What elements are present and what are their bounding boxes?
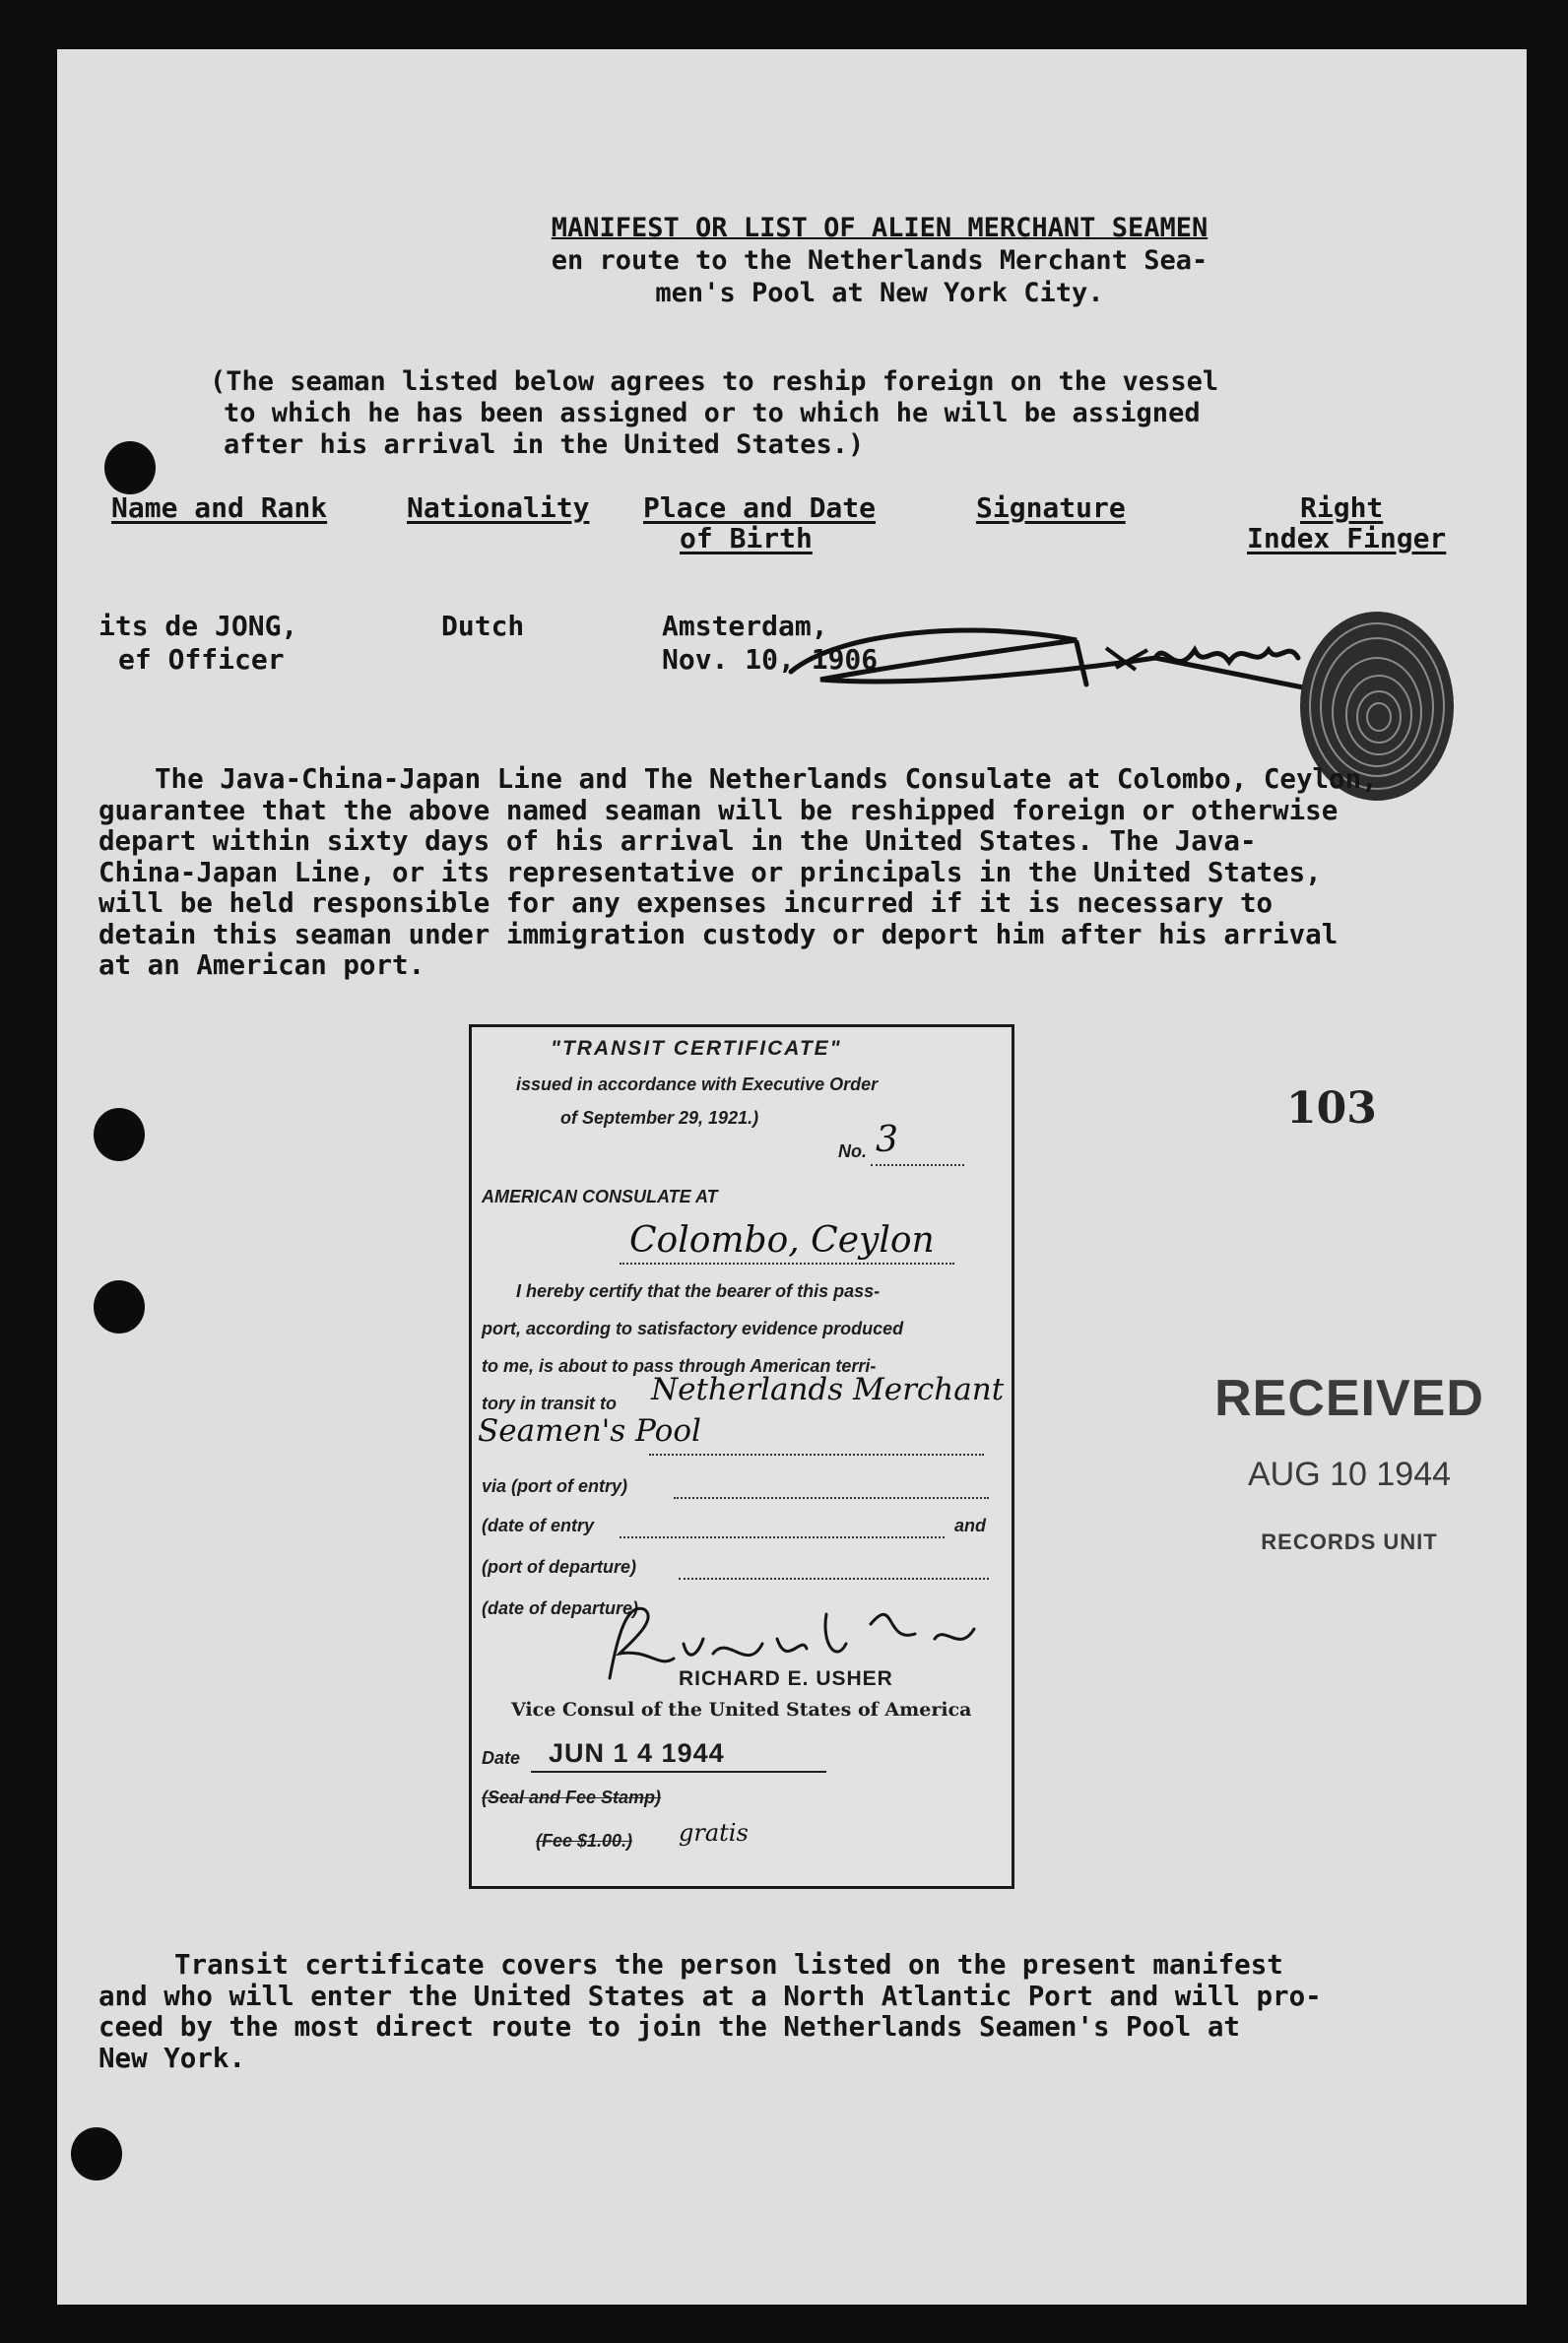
- certificate-no-label: No.: [838, 1141, 867, 1161]
- guarantee-paragraph: [98, 764, 1536, 982]
- destination-rule: [649, 1453, 984, 1456]
- consulate-rule: [620, 1262, 954, 1265]
- note-line-2: to which he has been assigned or to which he will be assigned: [224, 398, 1201, 428]
- transit-line: New York.: [98, 2042, 246, 2074]
- seaman-nationality: Dutch: [441, 610, 525, 642]
- transit-paragraph: [98, 1950, 1536, 2074]
- received-date: AUG 10 1944: [1247, 1456, 1452, 1493]
- and-label: and: [954, 1516, 987, 1535]
- via-label: via (port of entry): [482, 1476, 628, 1496]
- note-line-3: after his arrival in the United States.): [224, 429, 865, 460]
- transit-line: Transit certificate covers the person listed on the present manifest: [174, 1949, 1283, 1981]
- guarantee-line: The Java-China-Japan Line and The Netherlands Consulate at Colombo, Ceylon,: [155, 763, 1378, 795]
- seal-fee-stamp: (Seal and Fee Stamp): [482, 1788, 662, 1807]
- header-nationality: Nationality: [407, 491, 590, 524]
- seaman-rank: ef Officer: [118, 643, 285, 676]
- title-line-2: en route to the Netherlands Merchant Sea-: [551, 245, 1209, 276]
- certify-line-2: port, according to satisfactory evidence produced: [482, 1319, 904, 1338]
- port-departure-label: (port of departure): [482, 1557, 636, 1577]
- certificate-title: "TRANSIT CERTIFICATE": [551, 1037, 842, 1060]
- punch-hole: [71, 2127, 122, 2180]
- date-entry-label: (date of entry: [482, 1516, 595, 1535]
- certify-line-1: I hereby certify that the bearer of this pass-: [516, 1281, 881, 1301]
- punch-hole: [94, 1108, 145, 1161]
- fee-label: (Fee $1.00.): [536, 1831, 633, 1851]
- reship-note: [210, 366, 1470, 461]
- fee-note: gratis: [679, 1819, 749, 1847]
- date-rule: [531, 1771, 826, 1773]
- guarantee-line: China-Japan Line, or its representative or principals in the United States,: [98, 856, 1322, 888]
- header-place-date-2: of Birth: [680, 522, 813, 554]
- guarantee-line: will be held responsible for any expenses incurred if it is necessary to: [98, 887, 1274, 919]
- destination-line-2: Seamen's Pool: [478, 1413, 701, 1449]
- guarantee-line: guarantee that the above named seaman will be reshipped foreign or otherwise: [98, 794, 1339, 826]
- date-label: Date: [482, 1748, 521, 1768]
- seaman-birth-place: Amsterdam,: [662, 610, 828, 642]
- date-value: JUN 1 4 1944: [549, 1738, 725, 1768]
- date-departure-label: (date of departure): [482, 1598, 639, 1618]
- certificate-no-rule: [871, 1163, 964, 1166]
- certify-line-4: tory in transit to: [482, 1394, 618, 1413]
- certificate-issued-1: issued in accordance with Executive Order: [516, 1074, 879, 1094]
- note-line-1: (The seaman listed below agrees to reship foreign on the vessel: [210, 366, 1219, 397]
- header-place-date-1: Place and Date: [643, 491, 877, 524]
- seaman-birth-date: Nov. 10, 1906: [662, 643, 879, 676]
- date-entry-rule: [620, 1535, 945, 1538]
- certificate-issued-2: of September 29, 1921.): [560, 1108, 759, 1128]
- guarantee-line: depart within sixty days of his arrival in the United States. The Java-: [98, 825, 1257, 857]
- title-line-3: men's Pool at New York City.: [655, 278, 1104, 308]
- received-stamp: [1202, 1369, 1497, 1555]
- consulate-label: AMERICAN CONSULATE AT: [482, 1187, 718, 1206]
- officer-name: RICHARD E. USHER: [679, 1667, 893, 1690]
- title-line-1: MANIFEST OR LIST OF ALIEN MERCHANT SEAMEN: [551, 213, 1209, 243]
- page-number: 103: [1286, 1083, 1377, 1134]
- header-finger-2: Index Finger: [1247, 522, 1447, 554]
- document-title: [451, 212, 1308, 309]
- punch-hole: [94, 1280, 145, 1334]
- guarantee-line: detain this seaman under immigration custody or deport him after his arrival: [98, 918, 1339, 950]
- certificate-no-value: 3: [876, 1120, 898, 1160]
- header-name-rank: Name and Rank: [111, 491, 328, 524]
- seaman-signature: [781, 611, 1333, 709]
- destination-line-1: Netherlands Merchant: [651, 1372, 1005, 1407]
- officer-title: Vice Consul of the United States of America: [511, 1699, 972, 1721]
- port-departure-rule: [679, 1577, 989, 1580]
- header-signature: Signature: [976, 491, 1126, 524]
- transit-certificate-stamp: [469, 1024, 1014, 1889]
- received-unit: RECORDS UNIT: [1261, 1529, 1438, 1554]
- guarantee-line: at an American port.: [98, 949, 425, 981]
- via-rule: [674, 1496, 989, 1499]
- consulate-value: Colombo, Ceylon: [629, 1220, 935, 1261]
- punch-hole: [104, 441, 156, 494]
- received-label: RECEIVED: [1214, 1370, 1484, 1427]
- transit-line: and who will enter the United States at a North Atlantic Port and will pro-: [98, 1980, 1322, 2012]
- manifest-page: [57, 49, 1527, 2305]
- transit-line: ceed by the most direct route to join the Netherlands Seamen's Pool at: [98, 2011, 1240, 2043]
- certify-line-3: to me, is about to pass through American terri-: [482, 1356, 877, 1376]
- seaman-name: its de JONG,: [98, 610, 298, 642]
- header-finger-1: Right: [1300, 491, 1384, 524]
